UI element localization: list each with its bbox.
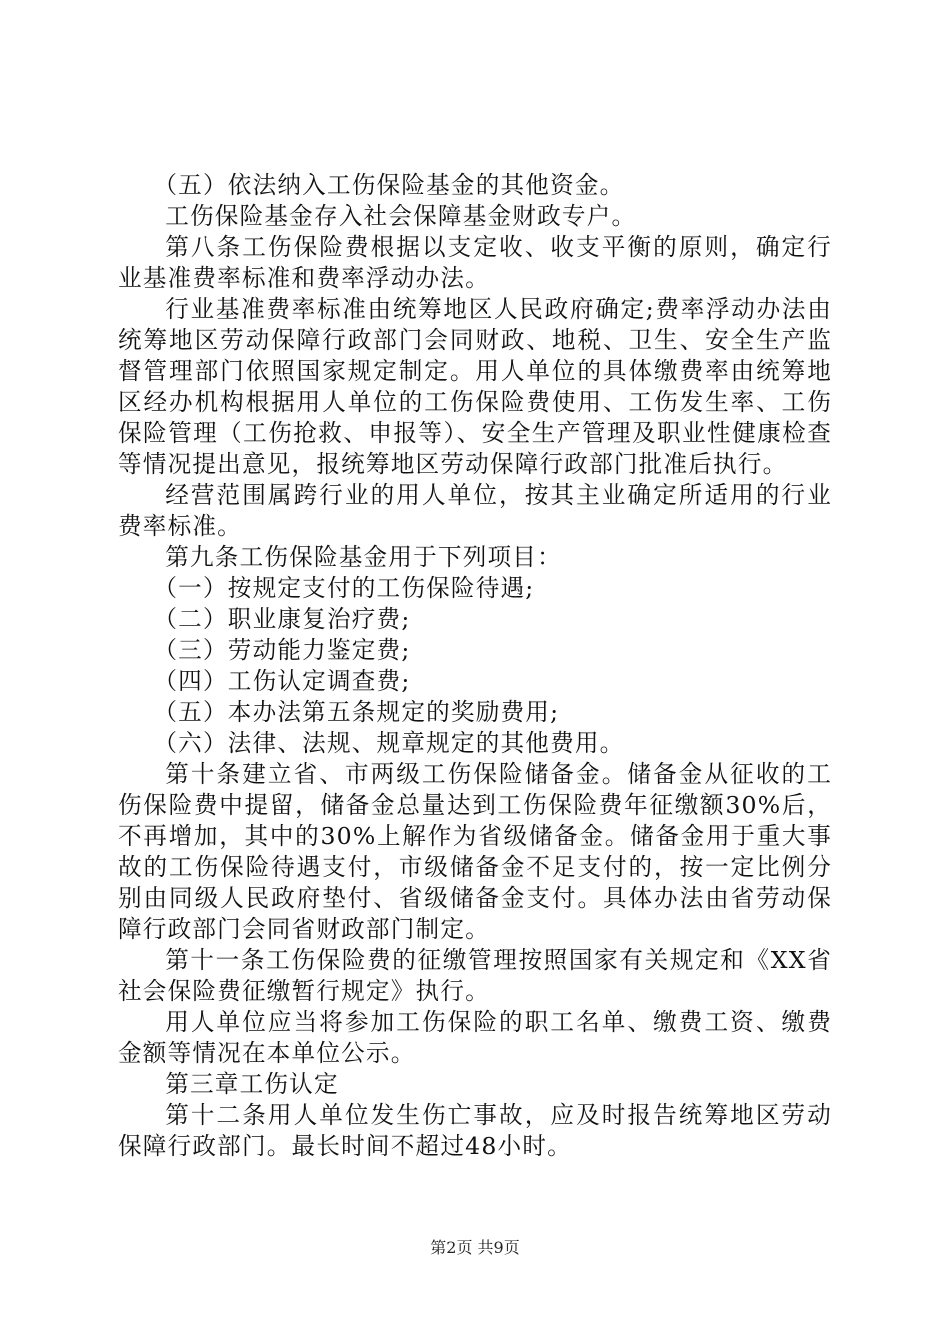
- paragraph: （五）本办法第五条规定的奖励费用;: [153, 698, 560, 726]
- paragraph: （二）职业康复治疗费;: [153, 605, 411, 633]
- paragraph: （四）工伤认定调查费;: [153, 667, 411, 695]
- paragraph: 第三章工伤认定: [165, 1070, 339, 1098]
- paragraph: 经营范围属跨行业的用人单位，按其主业确定所适用的行业费率标准。: [118, 481, 832, 540]
- paragraph: （五）依法纳入工伤保险基金的其他资金。: [153, 171, 625, 199]
- document-body: [118, 170, 832, 1162]
- paragraph: 工伤保险基金存入社会保障基金财政专户。: [165, 202, 637, 230]
- paragraph: 第九条工伤保险基金用于下列项目：: [165, 543, 562, 571]
- paragraph: 第八条工伤保险费根据以支定收、收支平衡的原则，确定行业基准费率标准和费率浮动办法。: [118, 233, 832, 292]
- paragraph: （一）按规定支付的工伤保险待遇;: [153, 574, 535, 602]
- paragraph: 第十条建立省、市两级工伤保险储备金。储备金从征收的工伤保险费中提留，储备金总量达到工伤保险费年征缴额30%后，不再增加，其中的30%上解作为省级储备金。储备金用于重大事故的工伤保险待遇支付，市级储备金不足支付的，按一定比例分别由同级人民政府垫付、省级储备金支付。具体办法由省劳动保障行政部门会同省财政部门制定。: [118, 760, 832, 943]
- page-number-label: 第2页 共9页: [430, 1238, 520, 1257]
- paragraph: 第十二条用人单位发生伤亡事故，应及时报告统筹地区劳动保障行政部门。最长时间不超过48小时。: [118, 1101, 832, 1160]
- page-footer: [0, 1238, 950, 1258]
- paragraph: 行业基准费率标准由统筹地区人民政府确定;费率浮动办法由统筹地区劳动保障行政部门会同财政、地税、卫生、安全生产监督管理部门依照国家规定制定。用人单位的具体缴费率由统筹地区经办机构根据用人单位的工伤保险费使用、工伤发生率、工伤保险管理（工伤抢救、申报等）、安全生产管理及职业性健康检查等情况提出意见，报统筹地区劳动保障行政部门批准后执行。: [118, 295, 832, 478]
- paragraph: 用人单位应当将参加工伤保险的职工名单、缴费工资、缴费金额等情况在本单位公示。: [118, 1008, 832, 1067]
- paragraph: 第十一条工伤保险费的征缴管理按照国家有关规定和《XX省社会保险费征缴暂行规定》执行。: [118, 946, 832, 1005]
- paragraph: （三）劳动能力鉴定费;: [153, 636, 411, 664]
- paragraph: （六）法律、法规、规章规定的其他费用。: [153, 729, 625, 757]
